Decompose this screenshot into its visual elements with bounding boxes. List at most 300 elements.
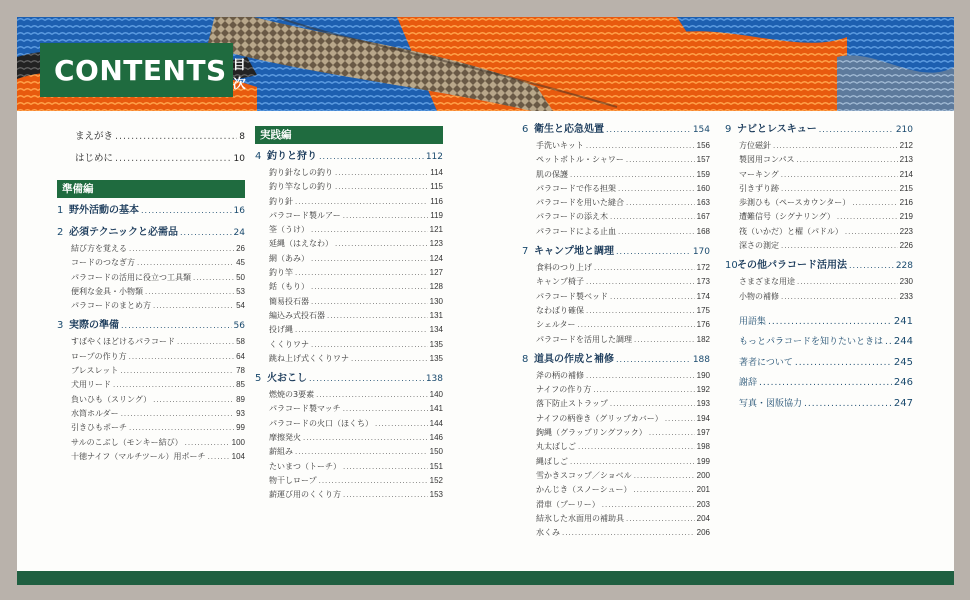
dot-leader <box>295 195 428 209</box>
toc-item[interactable] <box>522 526 710 540</box>
toc-item[interactable] <box>522 333 710 347</box>
appendix-entry[interactable] <box>739 312 913 333</box>
toc-item[interactable] <box>255 266 443 280</box>
toc-item-title: パラコードの活用に役立つ工具類 <box>71 272 191 282</box>
toc-item-page: 50 <box>236 272 245 282</box>
dot-leader <box>797 275 898 289</box>
dot-leader <box>837 210 898 224</box>
toc-item-title: 食料のつり上げ <box>536 263 592 273</box>
toc-item-page: 140 <box>429 390 443 400</box>
chapter-entry[interactable] <box>57 202 245 220</box>
toc-entry[interactable]: まえがき ..... 8 <box>57 126 245 148</box>
dot-leader <box>120 364 234 378</box>
toc-item-title: パラコード製ベッド <box>536 291 608 301</box>
toc-item-page: 163 <box>696 198 710 208</box>
toc-item[interactable] <box>57 242 245 256</box>
dot-leader <box>319 474 428 488</box>
dot-leader <box>129 242 234 256</box>
chapter-title: その他パラコード活用法 <box>737 260 847 272</box>
toc-item[interactable] <box>57 393 245 407</box>
dot-leader <box>335 166 428 180</box>
toc-item[interactable] <box>522 153 710 167</box>
toc-item-page: 213 <box>899 155 913 165</box>
dot-leader <box>153 299 234 313</box>
toc-item-title: 釣り竿なしの釣り <box>269 182 333 192</box>
toc-item-title: なわばり確保 <box>536 305 584 315</box>
toc-item-page: 159 <box>696 169 710 179</box>
toc-item-title: パラコードによる止血 <box>536 226 616 236</box>
toc-item-page: 203 <box>696 499 710 509</box>
toc-item[interactable] <box>255 195 443 209</box>
toc-item[interactable] <box>725 239 913 253</box>
toc-item-page: 194 <box>696 413 710 423</box>
toc-item[interactable] <box>522 469 710 483</box>
toc-item-page: 200 <box>696 470 710 480</box>
toc-item-title: 犬用リード <box>71 380 111 390</box>
toc-item-title: 投げ縄 <box>269 325 293 335</box>
section-header: 実践編 <box>255 126 443 144</box>
toc-item[interactable] <box>522 225 710 239</box>
toc-item[interactable] <box>255 209 443 223</box>
toc-item-title: ブレスレット <box>71 366 119 376</box>
toc-item[interactable] <box>255 417 443 431</box>
toc-item-title: パラコード製マッチ <box>269 404 341 414</box>
dot-leader <box>759 373 892 394</box>
toc-item[interactable] <box>522 261 710 275</box>
toc-item-page: 160 <box>696 183 710 193</box>
toc-item-page: 206 <box>696 528 710 538</box>
toc-item-title: 銛（もり） <box>269 282 309 292</box>
toc-item[interactable] <box>255 352 443 366</box>
toc-item[interactable] <box>255 323 443 337</box>
dot-leader <box>804 394 892 415</box>
dot-leader <box>121 317 232 334</box>
toc-item-page: 215 <box>899 183 913 193</box>
toc-item[interactable] <box>57 364 245 378</box>
toc-item-page: 64 <box>236 351 245 361</box>
appendix-title: 謝辞 <box>739 378 758 389</box>
toc-item[interactable] <box>57 350 245 364</box>
section-header: 準備編 <box>57 180 245 198</box>
toc-item[interactable] <box>725 139 913 153</box>
toc-item[interactable] <box>255 252 443 266</box>
toc-item[interactable] <box>255 460 443 474</box>
appendix-page: 245 <box>893 356 913 368</box>
chapter-entry[interactable] <box>522 243 710 261</box>
chapter-entry[interactable] <box>255 148 443 166</box>
appendix-title: 写真・図版協力 <box>739 398 803 409</box>
book-page <box>17 17 954 585</box>
dot-leader <box>311 223 428 237</box>
toc-item[interactable] <box>255 445 443 459</box>
toc-item-title: 水筒ホルダー <box>71 408 119 418</box>
toc-item-page: 157 <box>696 155 710 165</box>
toc-item-title: 薪運び用のくくり方 <box>269 490 341 500</box>
toc-item[interactable] <box>522 498 710 512</box>
toc-item-title: 跳ね上げ式くくりワナ <box>269 353 349 363</box>
toc-item-title: 鉤縄（グラップリングフック） <box>536 428 647 438</box>
toc-item[interactable] <box>725 168 913 182</box>
toc-item-page: 146 <box>429 433 443 443</box>
dot-leader <box>781 290 898 304</box>
chapter-number: 5 <box>255 373 262 385</box>
toc-item-title: 手洗いキット <box>536 141 584 150</box>
dot-leader <box>610 397 695 411</box>
toc-item[interactable] <box>522 440 710 454</box>
toc-item[interactable] <box>522 139 710 153</box>
dot-leader <box>113 378 234 392</box>
dot-leader <box>586 275 695 289</box>
chapter-title: 道具の作成と補修 <box>534 353 614 365</box>
toc-item-page: 219 <box>899 212 913 222</box>
chapter-number: 4 <box>255 151 262 162</box>
chapter-number: 10 <box>725 260 738 272</box>
toc-item-page: 182 <box>696 334 710 344</box>
dot-leader <box>335 237 428 251</box>
appendix-entry[interactable] <box>739 353 913 374</box>
dot-leader <box>618 182 695 196</box>
toc-item[interactable] <box>522 426 710 440</box>
dot-leader <box>781 239 898 253</box>
toc-item-page: 99 <box>236 423 245 433</box>
toc-item-title: ペットボトル・シャワー <box>536 155 624 165</box>
toc-item[interactable] <box>725 275 913 289</box>
toc-item[interactable] <box>522 196 710 210</box>
dot-leader <box>343 488 428 502</box>
toc-item-page: 168 <box>696 226 710 236</box>
dot-leader <box>311 252 428 266</box>
dot-leader <box>311 280 428 294</box>
toc-item-page: 53 <box>236 286 245 296</box>
toc-item-title: 引きずり跡 <box>739 183 779 193</box>
toc-item[interactable] <box>725 290 913 304</box>
toc-item[interactable] <box>255 431 443 445</box>
dot-leader <box>586 139 695 153</box>
toc-item-title: 摩擦発火 <box>269 433 301 443</box>
appendix-entry[interactable] <box>739 373 913 394</box>
appendix-page: 246 <box>893 377 913 389</box>
toc-item-title: 十徳ナイフ（マルチツール）用ポーチ <box>71 451 206 461</box>
toc-item[interactable] <box>255 223 443 237</box>
toc-item[interactable] <box>255 338 443 352</box>
toc-item-page: 216 <box>899 198 913 208</box>
toc-item[interactable] <box>725 182 913 196</box>
toc-item-page: 124 <box>429 253 443 263</box>
dot-leader <box>578 318 695 332</box>
dot-leader <box>177 335 234 349</box>
toc-item[interactable] <box>522 304 710 318</box>
toc-item[interactable] <box>522 383 710 397</box>
toc-item[interactable] <box>522 512 710 526</box>
dot-leader <box>610 290 695 304</box>
toc-item[interactable] <box>725 225 913 239</box>
toc-item-title: パラコードを活用した調理 <box>536 334 632 344</box>
dot-leader <box>145 285 234 299</box>
toc-item-title: 雪かきスコップ／ショベル <box>536 470 632 480</box>
dot-leader <box>319 148 424 165</box>
toc-item-page: 130 <box>429 296 443 306</box>
toc-item-title: 便利な金具・小物類 <box>71 286 143 296</box>
dot-leader <box>885 332 892 353</box>
toc-item-page: 144 <box>429 418 443 428</box>
toc-item[interactable] <box>255 295 443 309</box>
toc-item[interactable] <box>57 256 245 270</box>
toc-item-page: 135 <box>429 339 443 349</box>
chapter-list <box>57 202 245 464</box>
toc-item-title: 薪組み <box>269 447 293 457</box>
appendix-title: 用語集 <box>739 316 767 327</box>
chapter-number: 1 <box>57 205 64 216</box>
appendix-entry[interactable] <box>739 394 913 415</box>
toc-item[interactable] <box>725 210 913 224</box>
toc-item[interactable] <box>57 335 245 349</box>
toc-item-page: 226 <box>899 241 913 251</box>
toc-item-page: 150 <box>429 447 443 457</box>
toc-item-title: ナイフの柄巻き（グリップカバー） <box>536 413 663 423</box>
contents-banner <box>40 43 246 97</box>
paracord-photo <box>17 17 954 111</box>
toc-item-title: パラコードの添え木 <box>536 212 608 222</box>
toc-item[interactable] <box>57 299 245 313</box>
chapter-number: 3 <box>57 320 64 332</box>
toc-item-title: 落下防止ストラップ <box>536 399 608 409</box>
toc-entry[interactable]: はじめに ..... 10 <box>57 148 245 170</box>
dot-leader <box>343 460 428 474</box>
chapter-number: 9 <box>725 124 732 135</box>
toc-item[interactable] <box>255 280 443 294</box>
chapter-page: 16 <box>233 206 245 216</box>
toc-item-page: 127 <box>429 268 443 278</box>
dot-leader <box>586 369 695 383</box>
toc-item-title: パラコードの火口（ほくち） <box>269 418 373 428</box>
toc-item-title: パラコードで作る担架 <box>536 183 616 193</box>
appendix-title: もっとパラコードを知りたいときは <box>739 337 884 348</box>
toc-item-title: コードのつなぎ方 <box>71 258 135 268</box>
toc-item-page: 172 <box>696 263 710 273</box>
toc-item-page: 45 <box>236 258 245 268</box>
toc-item-title: シェルター <box>536 320 576 330</box>
toc-item-title: 編込み式投石器 <box>269 310 325 320</box>
dot-leader <box>781 168 898 182</box>
toc-item-title: 小物の補修 <box>739 291 779 301</box>
dot-leader <box>578 440 695 454</box>
toc-item-page: 197 <box>696 428 710 438</box>
toc-item[interactable] <box>255 309 443 323</box>
toc-item-page: 212 <box>899 141 913 150</box>
chapter-entry[interactable] <box>522 121 710 139</box>
toc-item-page: 233 <box>899 291 913 301</box>
dot-leader <box>606 121 691 138</box>
toc-item[interactable] <box>255 180 443 194</box>
dot-leader <box>768 312 892 333</box>
toc-item[interactable] <box>255 488 443 502</box>
toc-item[interactable] <box>725 153 913 167</box>
toc-item-title: パラコードのまとめ方 <box>71 301 151 311</box>
toc-column-1 <box>57 126 245 464</box>
toc-item-title: 製図用コンパス <box>739 155 795 165</box>
contents-title: CONTENTS <box>54 53 227 87</box>
toc-item-title: かんじき（スノーシュー） <box>536 485 632 495</box>
appendix-entry[interactable] <box>739 332 913 353</box>
toc-item[interactable] <box>255 402 443 416</box>
chapter-entry[interactable] <box>725 121 913 139</box>
chapter-page: 154 <box>692 125 710 135</box>
dot-leader <box>610 210 695 224</box>
toc-item[interactable] <box>57 285 245 299</box>
toc-item-title: 簡易投石器 <box>269 296 309 306</box>
toc-item[interactable] <box>522 483 710 497</box>
dot-leader <box>626 512 695 526</box>
dot-leader <box>153 393 234 407</box>
toc-item-page: 58 <box>236 337 245 347</box>
dot-leader <box>335 180 428 194</box>
toc-item-page: 54 <box>236 301 245 311</box>
toc-item[interactable] <box>522 290 710 304</box>
toc-item-title: 負いひも（スリング） <box>71 394 152 404</box>
chapter-entry[interactable] <box>522 351 710 369</box>
dot-leader <box>819 121 894 138</box>
toc-item-title: さまざまな用途 <box>739 277 795 287</box>
dot-leader <box>562 526 695 540</box>
toc-item-page: 152 <box>429 475 443 485</box>
toc-item[interactable] <box>522 182 710 196</box>
toc-item[interactable] <box>522 168 710 182</box>
toc-item-page: 104 <box>231 451 245 461</box>
chapter-entry[interactable] <box>255 370 443 388</box>
toc-item-title: マーキング <box>739 169 779 179</box>
chapter-number: 7 <box>522 246 529 258</box>
toc-item[interactable] <box>57 271 245 285</box>
chapter-list <box>255 148 443 503</box>
dot-leader <box>634 469 695 483</box>
toc-column-2 <box>255 126 443 503</box>
dot-leader <box>295 323 428 337</box>
appendix-page: 247 <box>893 397 913 409</box>
chapter-entry[interactable] <box>57 224 245 242</box>
dot-leader <box>351 352 428 366</box>
toc-item-page: 151 <box>429 461 443 471</box>
toc-item-page: 26 <box>236 244 245 253</box>
toc-item[interactable] <box>522 369 710 383</box>
toc-item-title: 滑車（プーリー） <box>536 499 600 509</box>
dot-leader <box>852 196 897 210</box>
dot-leader <box>375 417 428 431</box>
toc-item[interactable] <box>255 388 443 402</box>
toc-item-title: 深さの測定 <box>739 241 779 251</box>
toc-item[interactable] <box>522 275 710 289</box>
chapter-title: ナビとレスキュー <box>737 124 817 135</box>
chapter-entry[interactable] <box>725 257 913 275</box>
toc-item-title: 結び方を覚える <box>71 244 127 253</box>
toc-item-page: 201 <box>696 485 710 495</box>
toc-item[interactable] <box>57 378 245 392</box>
dot-leader <box>616 243 691 260</box>
dot-leader <box>665 412 695 426</box>
toc-item-page: 214 <box>899 169 913 179</box>
dot-leader <box>570 455 695 469</box>
toc-item[interactable] <box>255 166 443 180</box>
dot-leader <box>773 139 898 153</box>
dot-leader <box>185 436 230 450</box>
toc-item[interactable] <box>522 412 710 426</box>
toc-item-page: 193 <box>696 399 710 409</box>
toc-item[interactable] <box>522 210 710 224</box>
dot-leader <box>208 450 230 464</box>
dot-leader <box>129 350 234 364</box>
chapter-list <box>522 121 710 540</box>
dot-leader <box>121 407 234 421</box>
toc-item[interactable] <box>255 474 443 488</box>
toc-item-title: 肌の保護 <box>536 169 568 179</box>
toc-item-page: 121 <box>429 225 443 235</box>
dot-leader <box>602 498 695 512</box>
chapter-list <box>725 121 913 304</box>
contents-subtitle: 目次 <box>232 58 246 92</box>
toc-item-title: 筏（いかだ）と櫂（パドル） <box>739 226 843 236</box>
toc-item[interactable] <box>57 407 245 421</box>
toc-item-page: 223 <box>899 226 913 236</box>
toc-item-page: 198 <box>696 442 710 452</box>
toc-item[interactable] <box>57 421 245 435</box>
toc-item-title: 引きひもポーチ <box>71 423 127 433</box>
toc-item-title: サルのこぶし（モンキー結び） <box>71 437 183 447</box>
dot-leader <box>570 168 695 182</box>
toc-item-page: 114 <box>430 168 443 177</box>
toc-item-page: 78 <box>236 366 245 376</box>
dot-leader <box>316 388 428 402</box>
toc-item-title: 筌（うけ） <box>269 225 309 235</box>
toc-item-page: 85 <box>236 380 245 390</box>
toc-item[interactable] <box>57 436 245 450</box>
toc-item[interactable] <box>522 318 710 332</box>
toc-item-page: 175 <box>696 305 710 315</box>
dot-leader <box>193 271 234 285</box>
toc-item-title: すばやくほどけるパラコード <box>71 337 175 347</box>
chapter-number: 8 <box>522 353 529 365</box>
toc-item[interactable] <box>255 237 443 251</box>
toc-item[interactable] <box>57 450 245 464</box>
toc-item-page: 199 <box>696 456 710 466</box>
toc-item[interactable] <box>522 397 710 411</box>
chapter-page: 210 <box>895 125 913 135</box>
toc-item[interactable] <box>725 196 913 210</box>
dot-leader <box>796 153 897 167</box>
toc-item[interactable] <box>522 455 710 469</box>
toc-item-page: 204 <box>696 513 710 523</box>
dot-leader <box>586 304 695 318</box>
dot-leader <box>795 353 892 374</box>
toc-item-page: 134 <box>429 325 443 335</box>
chapter-page: 138 <box>425 374 443 385</box>
toc-item-title: 丸太ばしご <box>536 442 576 452</box>
toc-item-title: ナイフの作り方 <box>536 385 592 395</box>
toc-item-page: 174 <box>696 291 710 301</box>
chapter-page: 228 <box>895 261 913 272</box>
dot-leader <box>309 370 424 387</box>
toc-item-page: 167 <box>696 212 710 222</box>
toc-item-page: 141 <box>429 404 443 414</box>
toc-item-title: 歩測ひも（ペースカウンター） <box>739 198 851 208</box>
toc-column-3 <box>522 117 710 540</box>
dot-leader <box>303 431 428 445</box>
appendix-title: 著者について <box>739 357 793 368</box>
dot-leader <box>137 256 234 270</box>
chapter-title: 野外活動の基本 <box>69 205 139 216</box>
toc-column-4 <box>725 117 913 414</box>
toc-item-page: 230 <box>899 277 913 287</box>
chapter-entry[interactable] <box>57 317 245 335</box>
chapter-title: キャンプ地と調理 <box>534 246 614 258</box>
